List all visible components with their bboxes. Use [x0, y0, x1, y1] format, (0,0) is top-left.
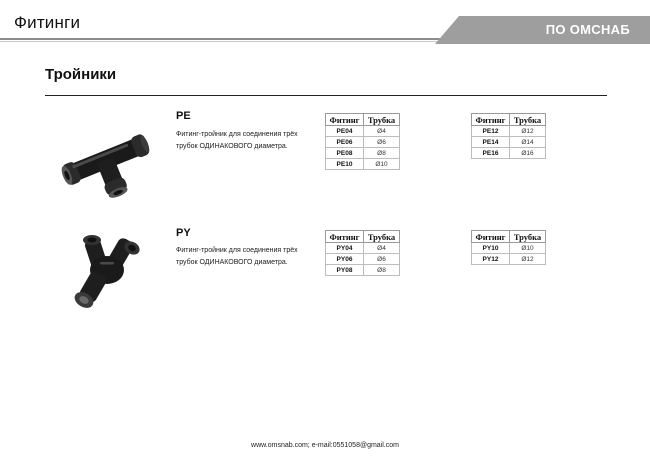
tube-diameter: Ø6: [364, 254, 400, 265]
table-row: [326, 243, 400, 254]
fitting-code: PE08: [326, 148, 364, 159]
table-row: [472, 148, 546, 159]
product-code: PY: [176, 227, 191, 239]
spec-table: [471, 230, 546, 265]
column-header-fitting: Фитинг: [326, 114, 364, 126]
header-divider-secondary: [0, 41, 440, 42]
table-row: [326, 265, 400, 276]
fitting-code: PY08: [326, 265, 364, 276]
fitting-code: PE06: [326, 137, 364, 148]
section-title: Тройники: [45, 66, 117, 83]
table-row: [326, 159, 400, 170]
header-title: Фитинги: [14, 13, 81, 32]
description-line: трубок ОДИНАКОВОГО диаметра.: [176, 143, 288, 150]
table-row: [326, 148, 400, 159]
spec-table: [471, 113, 546, 159]
tube-diameter: Ø12: [510, 126, 546, 137]
fitting-code: PY06: [326, 254, 364, 265]
fitting-code: PE16: [472, 148, 510, 159]
fitting-code: PY12: [472, 254, 510, 265]
table-header-row: [472, 114, 546, 126]
tube-diameter: Ø4: [364, 126, 400, 137]
tube-diameter: Ø16: [510, 148, 546, 159]
table-header-row: [326, 114, 400, 126]
column-header-fitting: Фитинг: [472, 231, 510, 243]
table-row: [472, 126, 546, 137]
fitting-code: PE12: [472, 126, 510, 137]
column-header-tube: Трубка: [510, 231, 546, 243]
column-header-fitting: Фитинг: [326, 231, 364, 243]
section-divider: [45, 95, 607, 96]
fitting-code: PE14: [472, 137, 510, 148]
header-divider: [0, 38, 440, 40]
fitting-code: PY04: [326, 243, 364, 254]
tube-diameter: Ø8: [364, 148, 400, 159]
tube-diameter: Ø10: [510, 243, 546, 254]
table-row: [326, 254, 400, 265]
tee-fitting-image: [58, 118, 153, 203]
tube-diameter: Ø6: [364, 137, 400, 148]
fitting-code: PE10: [326, 159, 364, 170]
column-header-fitting: Фитинг: [472, 114, 510, 126]
fitting-code: PY10: [472, 243, 510, 254]
y-fitting-image: [62, 232, 152, 312]
table-row: [472, 137, 546, 148]
product-description: [176, 245, 316, 269]
tube-diameter: Ø4: [364, 243, 400, 254]
fitting-code: PE04: [326, 126, 364, 137]
product-description: [176, 129, 316, 153]
tube-diameter: Ø8: [364, 265, 400, 276]
table-row: [472, 243, 546, 254]
tube-diameter: Ø12: [510, 254, 546, 265]
table-header-row: [472, 231, 546, 243]
table-row: [326, 126, 400, 137]
footer-contacts: www.omsnab.com; e-mail:0551058@gmail.com: [251, 442, 399, 449]
description-line: Фитинг-тройник для соединения трёх: [176, 247, 298, 254]
tube-diameter: Ø14: [510, 137, 546, 148]
product-code: PE: [176, 110, 191, 122]
table-row: [472, 254, 546, 265]
description-line: трубок ОДИНАКОВОГО диаметра.: [176, 259, 288, 266]
column-header-tube: Трубка: [510, 114, 546, 126]
table-row: [326, 137, 400, 148]
description-line: Фитинг-тройник для соединения трёх: [176, 131, 298, 138]
brand-name: ПО ОМСНАБ: [545, 22, 630, 37]
tube-diameter: Ø10: [364, 159, 400, 170]
column-header-tube: Трубка: [364, 231, 400, 243]
column-header-tube: Трубка: [364, 114, 400, 126]
spec-table: [325, 230, 400, 276]
table-header-row: [326, 231, 400, 243]
spec-table: [325, 113, 400, 170]
